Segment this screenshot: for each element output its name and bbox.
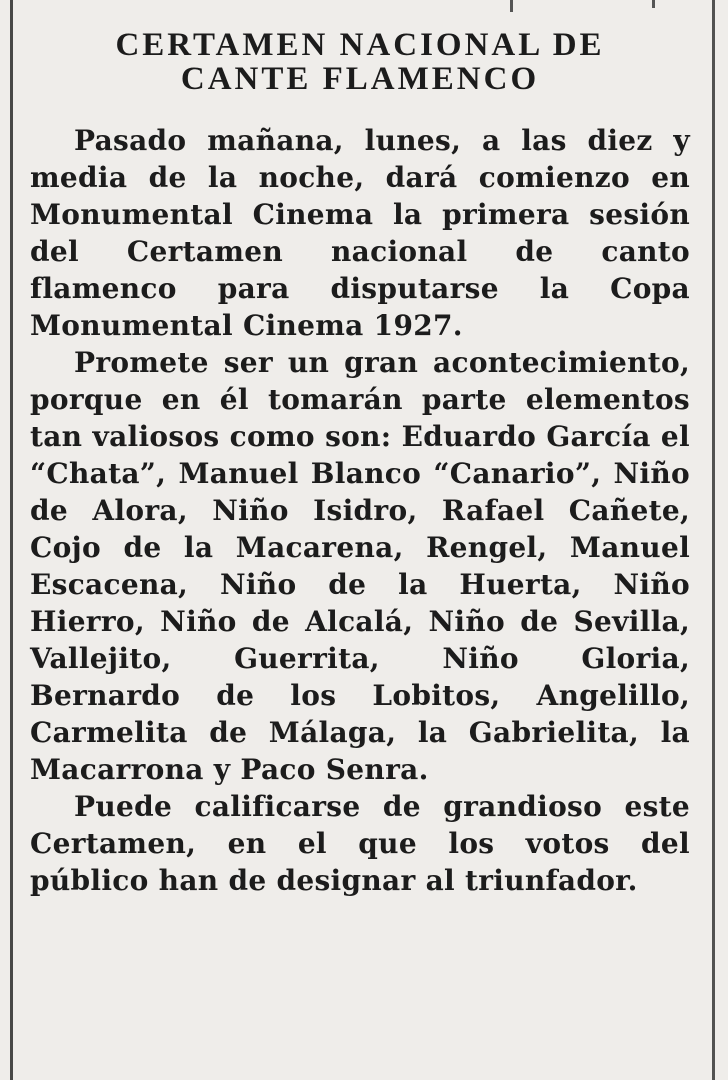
paragraph-closing: Puede calificarse de grandioso este Certamen, en el que los votos del público han de designar al triunfador. [30,790,690,897]
top-rule-mark [510,0,513,12]
top-rule-mark [652,0,655,8]
article-column [30,28,690,899]
article-headline [30,28,690,96]
paragraph-participants: Promete ser un gran acontecimiento, porque en él tomarán parte elementos tan valiosos como son: Eduardo García el “Chata”, Manuel Blanco “Canario”, Niño de Alora, Niño Isidro, Rafael Cañete, Cojo de la Macarena, Rengel, Manuel Escacena, Niño de la Huerta, Niño Hierro, Niño de Alcalá, Niño de Sevilla, Vallejito, Guerrita, Niño Gloria, Bernardo de los Lobitos, Angelillo, Carmelita de Málaga, la Gabrielita, la Macarrona y Paco Senra. [30,346,690,786]
headline-line-1: CERTAMEN NACIONAL DE [115,27,605,63]
paragraph-announcement: Pasado mañana, lunes, a las diez y media de la noche, dará comienzo en Monumental Cinema la primera sesión del Certamen nacional de canto flamenco para disputarse la Copa Monumental Cinema 1927. [30,124,690,342]
article-body [30,122,690,899]
headline-line-2: CANTE FLAMENCO [180,61,540,97]
column-rule-right [712,0,715,1080]
column-rule-left [10,0,13,1080]
